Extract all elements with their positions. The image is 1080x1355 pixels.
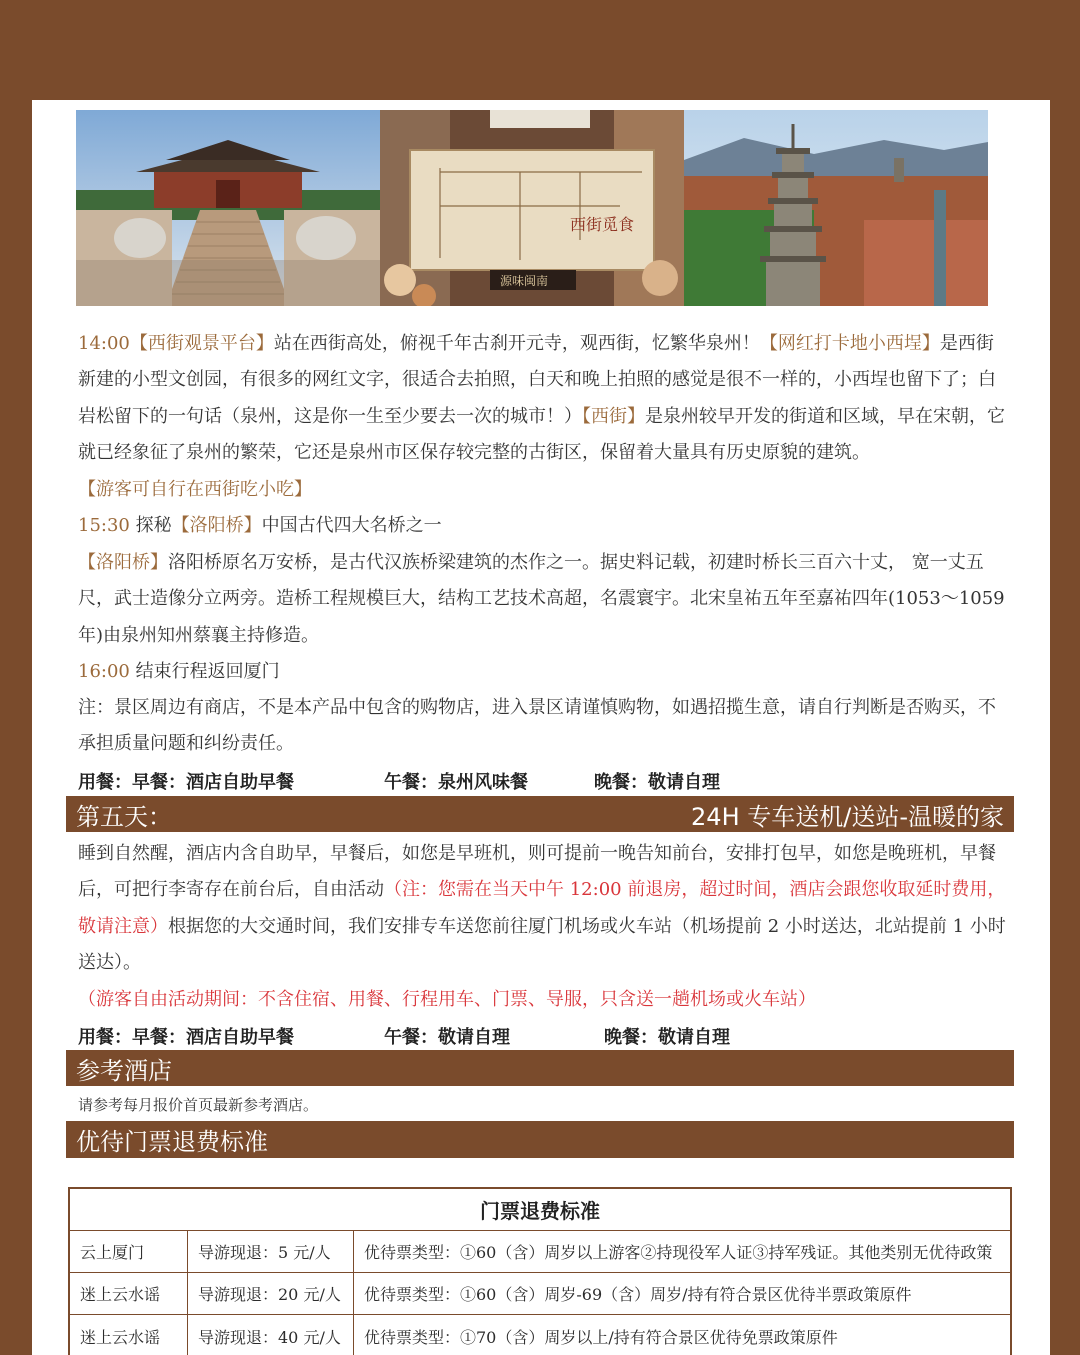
return-to-xiamen: 16:00 结束行程返回厦门 (78, 661, 280, 682)
policy-cell: 优待票类型：①70（含）周岁以上/持有符合景区优待免票政策原件 (364, 1327, 838, 1347)
luoyang-bridge-description: 【洛阳桥】洛阳桥原名万安桥，是古代汉族桥梁建筑的杰作之一。据史料记载，初建时桥长三百六十丈， 宽一丈五尺，武士造像分立两旁。造桥工程规模巨大，结构工艺技术高超，名震寰宇。北宋皇祐五年至嘉祐四年(1053～1059 年)由泉州知州蔡襄主持修造。 (78, 552, 1005, 646)
refund-title: 优待门票退费标准 (76, 1128, 268, 1156)
free-activity-note: （游客自由活动期间：不含住宿、用餐、行程用车、门票、导服，只含送一趟机场或火车站） (78, 989, 816, 1010)
food-street-map-photo (380, 110, 684, 306)
meal-lunch: 午餐：泉州风味餐 (384, 772, 528, 793)
svg-text:西街觅食: 西街觅食 (570, 215, 635, 234)
refund-cell: 导游现退：5 元/人 (188, 1231, 354, 1272)
snack-tip: 【游客可自行在西街吃小吃】 (78, 479, 312, 500)
spot-label: 【西街】 (582, 405, 645, 427)
meal-breakfast: 用餐：早餐：酒店自助早餐 (78, 1027, 294, 1048)
itinerary-luoyang-bridge-time: 15:30 探秘【洛阳桥】中国古代四大名桥之一 (78, 515, 442, 536)
day5-description: 睡到自然醒，酒店内含自助早，早餐后，如您是早班机，则可提前一晚告知前台，安排打包早，如您是晚班机，早餐后，可把行李寄存在前台后，自由活动（注：您需在当天中午 12:00 前退房，超过时间，酒店会跟您收取延时费用，敬请注意）根据您的大交通时间，我们安排专车送您前往厦门机场或火车站（机场提前 2 小时送达，北站提前 1 小时送达）。 (78, 843, 1006, 974)
top-border (0, 0, 1080, 100)
table-row (70, 1231, 1010, 1273)
refund-cell: 导游现退：20 元/人 (188, 1273, 354, 1314)
refund-table-title: 门票退费标准 (70, 1189, 1010, 1231)
place-cell: 云上厦门 (70, 1231, 188, 1272)
photo-strip (76, 110, 988, 306)
time-label: 14:00 (78, 333, 130, 354)
day5-header (66, 796, 1014, 832)
spot-label: 【西街观景平台】 (129, 333, 274, 354)
hotel-note: 请参考每月报价首页最新参考酒店。 (78, 1096, 319, 1114)
document-page (32, 100, 1050, 1355)
refund-cell: 导游现退：40 元/人 (188, 1315, 354, 1355)
pagoda-photo (684, 110, 988, 306)
spot-label: 【网红打卡地小西埕】 (759, 333, 940, 354)
day5-subtitle: 24H 专车送机/送站-温暖的家 (691, 802, 1004, 831)
refund-header (66, 1121, 1014, 1158)
hotel-title: 参考酒店 (76, 1056, 172, 1085)
hotel-header (66, 1050, 1014, 1086)
meal-dinner: 晚餐：敬请自理 (604, 1027, 730, 1048)
meal-breakfast: 用餐：早餐：酒店自助早餐 (78, 772, 294, 793)
table-row (70, 1273, 1010, 1315)
temple-photo (76, 110, 380, 306)
policy-cell: 优待票类型：①60（含）周岁-69（含）周岁/持有符合景区优待半票政策原件 (364, 1285, 912, 1304)
refund-table (68, 1187, 1012, 1355)
checkout-warning: （注：您需在当天中午 12:00 前退房，超过时间，酒店会跟您收取延时费用，敬请注意） (78, 879, 1006, 937)
day5-title: 第五天： (76, 802, 172, 831)
meal-dinner: 晚餐：敬请自理 (594, 772, 720, 793)
shopping-notice: 注：景区周边有商店，不是本产品中包含的购物店，进入景区请谨慎购物，如遇招揽生意，请自行判断是否购买，不承担质量问题和纠纷责任。 (78, 697, 996, 755)
place-cell: 迷上云水谣 (70, 1273, 188, 1314)
itinerary-paragraph-west-street: 14:00【西街观景平台】站在西街高处，俯视千年古刹开元寺，观西街，忆繁华泉州！【网红打卡地小西埕】是西街新建的小型文创园，有很多的网红文字，很适合去拍照，白天和晚上拍照的感觉是很不一样的，小西埕也留下了；白岩松留下的一句话（泉州，这是你一生至少要去一次的城市！）【西街】是泉州较早开发的街道和区域，早在宋朝，它就已经象征了泉州的繁荣，它还是泉州市区保存较完整的古街区，保留着大量具有历史原貌的建筑。 (78, 333, 1005, 464)
policy-cell: 优待票类型：①60（含）周岁以上游客②持现役军人证③持军残证。其他类别无优待政策 (364, 1243, 993, 1262)
meal-lunch: 午餐：敬请自理 (384, 1027, 510, 1048)
svg-text:源味闽南: 源味闽南 (500, 274, 549, 288)
table-row (70, 1315, 1010, 1355)
place-cell: 迷上云水谣 (70, 1315, 188, 1355)
